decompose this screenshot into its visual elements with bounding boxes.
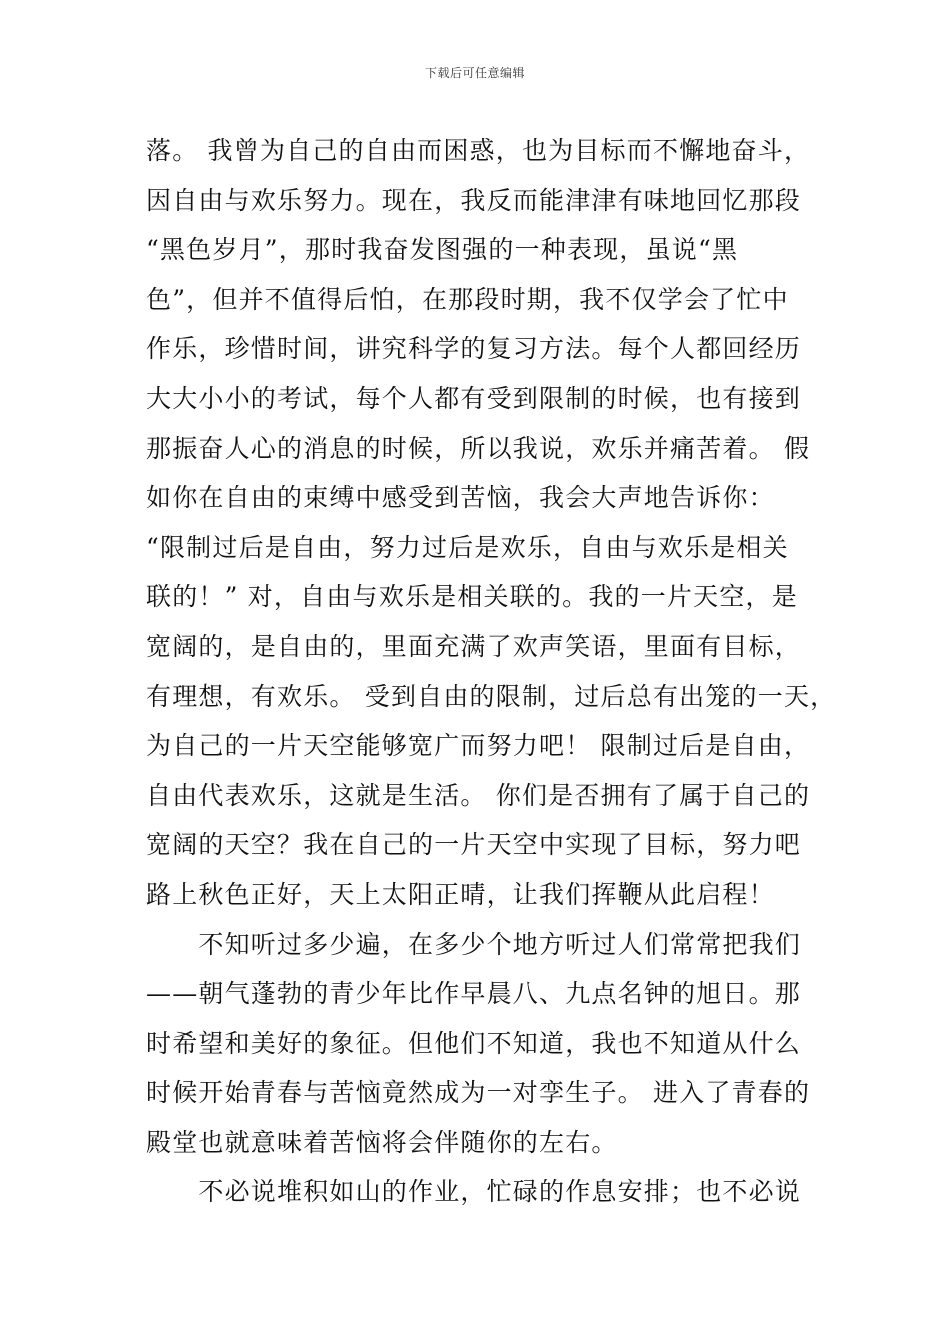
text-line: 联的！” 对，自由与欢乐是相关联的。我的一片天空，是 [146, 582, 798, 612]
text-line: 落。 我曾为自己的自由而困惑，也为目标而不懈地奋斗， [146, 136, 811, 165]
text-line: 作乐，珍惜时间，讲究科学的复习方法。每个人都回经历 [146, 334, 802, 364]
text-line: 有理想，有欢乐。 受到自由的限制，过后总有出笼的一天， [146, 681, 837, 711]
text-line: 宽阔的天空？我在自己的一片天空中实现了目标，努力吧 [146, 830, 802, 860]
text-line: 殿堂也就意味着苦恼将会伴随你的左右。 [146, 1127, 618, 1157]
text-line: “黑色岁月”，那时我奋发图强的一种表现，虽说“黑 [146, 235, 739, 265]
text-line: ——朝气蓬勃的青少年比作早晨八、九点名钟的旭日。那 [146, 979, 802, 1009]
paragraph-start-line: 不知听过多少遍，在多少个地方听过人们常常把我们 [146, 929, 802, 959]
page-header: 下载后可任意编辑 [424, 66, 525, 80]
paragraph-start-line: 不必说堆积如山的作业，忙碌的作息安排；也不必说 [146, 1177, 802, 1207]
text-line: 宽阔的，是自由的，里面充满了欢声笑语，里面有目标， [146, 631, 802, 661]
text-line: 为自己的一片天空能够宽广而努力吧！ 限制过后是自由， [146, 731, 811, 761]
text-line: 如你在自由的束缚中感受到苦恼，我会大声地告诉你： [146, 483, 775, 513]
text-line: “限制过后是自由，努力过后是欢乐，自由与欢乐是相关 [146, 532, 789, 562]
text-line: 自由代表欢乐，这就是生活。 你们是否拥有了属于自己的 [146, 780, 811, 810]
body-text [146, 126, 836, 1217]
text-line: 大大小小的考试，每个人都有受到限制的时候，也有接到 [146, 383, 802, 413]
text-line: 那振奋人心的消息的时候，所以我说，欢乐并痛苦着。 假 [146, 433, 811, 463]
text-line: 因自由与欢乐努力。现在，我反而能津津有味地回忆那段 [146, 185, 802, 215]
text-line: 色”，但并不值得后怕，在那段时期，我不仅学会了忙中 [146, 284, 789, 314]
text-line: 时希望和美好的象征。但他们不知道，我也不知道从什么 [146, 1028, 802, 1058]
text-line: 时候开始青春与苦恼竟然成为一对孪生子。 进入了青春的 [146, 1078, 811, 1108]
text-line: 路上秋色正好，天上太阳正晴，让我们挥鞭从此启程！ [146, 879, 775, 909]
